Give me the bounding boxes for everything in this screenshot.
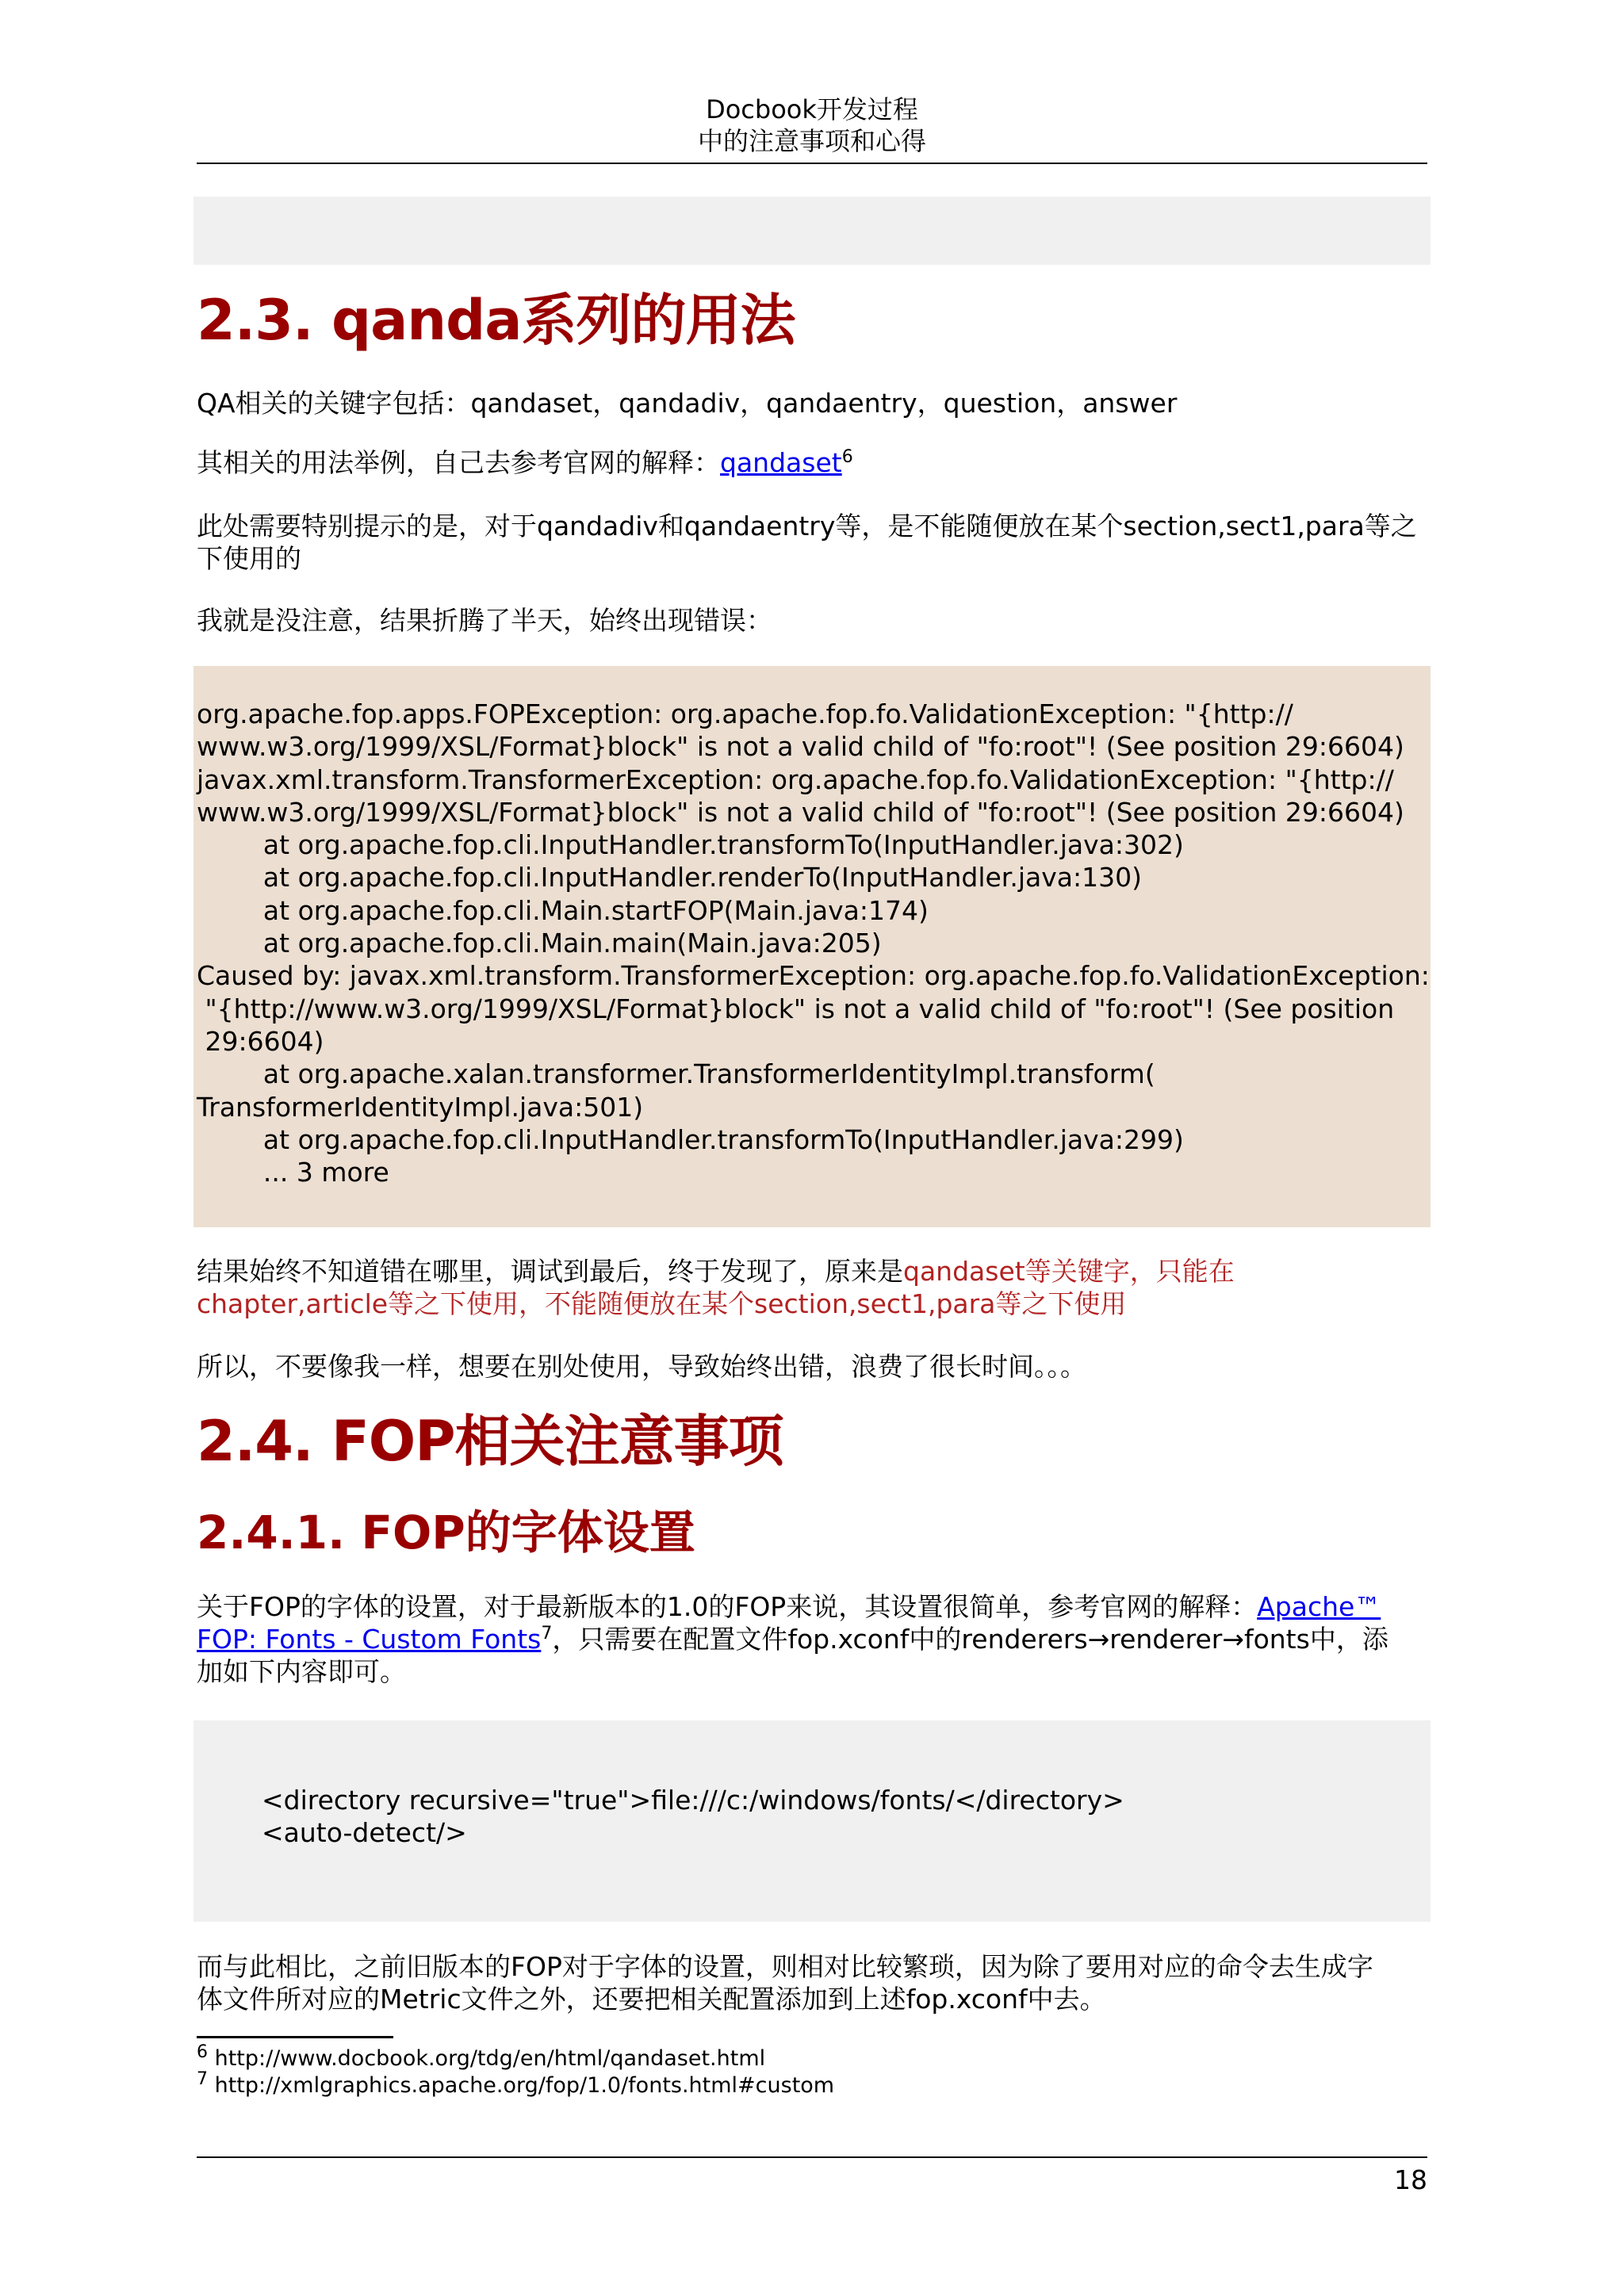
error-line: at org.apache.xalan.transformer.TransformerIdentityImpl.transform( — [197, 1058, 1155, 1090]
paragraph-usage-example — [197, 446, 1434, 479]
finding-text: 结果始终不知道错在哪里，调试到最后，终于发现了，原来是 — [197, 1256, 903, 1287]
config-code-lines — [262, 1784, 1431, 1849]
config-code-block — [193, 1720, 1431, 1922]
footnote-6-text: http://www.docbook.org/tdg/en/html/qandaset.html — [214, 2046, 766, 2071]
header-rule — [197, 163, 1427, 164]
finding-highlight-1: qandaset等关键字，只能在 — [903, 1256, 1235, 1287]
font-setting-text-a: 关于FOP的字体的设置，对于最新版本的1.0的FOP来说，其设置很简单，参考官网的解释： — [197, 1591, 1258, 1622]
error-line: javax.xml.transform.TransformerException: org.apache.fop.fo.ValidationException: "{http:// — [197, 763, 1394, 795]
error-line: TransformerIdentityImpl.java:501) — [197, 1091, 644, 1123]
font-setting-text-c: 加如下内容即可。 — [197, 1656, 406, 1687]
error-code-block — [193, 666, 1431, 1227]
apache-fop-link-part2[interactable]: FOP: Fonts - Custom Fonts — [197, 1624, 542, 1655]
error-line: at org.apache.fop.cli.InputHandler.transformTo(InputHandler.java:302) — [197, 829, 1184, 861]
paragraph-old-version — [197, 1950, 1434, 2015]
paragraph-note: 此处需要特别提示的是，对于qandadiv和qandaentry等，是不能随便放在某个section,sect1,para等之下使用的 — [197, 511, 1417, 574]
error-line: "{http://www.w3.org/1999/XSL/Format}block" is not a valid child of "fo:root"! (See position — [197, 993, 1395, 1024]
error-line: at org.apache.fop.cli.InputHandler.renderTo(InputHandler.java:130) — [197, 862, 1142, 894]
subsection-title-2-4-1: 2.4.1. FOP的字体设置 — [197, 1506, 695, 1559]
footnote-6-number: 6 — [197, 2042, 208, 2062]
footnote-ref-7[interactable]: 7 — [541, 1624, 553, 1644]
paragraph-finding — [197, 1255, 1434, 1320]
error-line: 29:6604) — [197, 1025, 324, 1057]
error-line: at org.apache.fop.cli.Main.startFOP(Main.java:174) — [197, 894, 929, 926]
footnote-rule — [197, 2036, 393, 2038]
footnote-7 — [197, 2069, 835, 2099]
footer-rule — [197, 2156, 1427, 2158]
running-header-line1: Docbook开发过程 — [706, 94, 918, 124]
qandaset-link[interactable]: qandaset — [720, 447, 842, 478]
footnote-7-number: 7 — [197, 2069, 208, 2089]
paragraph-error-intro: 我就是没注意，结果折腾了半天，始终出现错误： — [197, 605, 772, 636]
old-version-line1: 而与此相比，之前旧版本的FOP对于字体的设置，则相对比较繁琐，因为除了要用对应的命令去生成字 — [197, 1951, 1373, 1982]
code-block-continued — [193, 197, 1431, 265]
paragraph-qa-keywords: QA相关的关键字包括：qandaset，qandadiv，qandaentry，question，answer — [197, 388, 1178, 419]
footnote-ref-6[interactable]: 6 — [841, 447, 853, 467]
footnote-7-text: http://xmlgraphics.apache.org/fop/1.0/fonts.html#custom — [214, 2073, 835, 2098]
section-title-2-4: 2.4. FOP相关注意事项 — [197, 1409, 783, 1474]
section-title-2-3: 2.3. qanda系列的用法 — [197, 288, 795, 353]
usage-example-text: 其相关的用法举例，自己去参考官网的解释： — [197, 447, 720, 478]
error-line: Caused by: javax.xml.transform.TransformerException: org.apache.fop.fo.ValidationException: — [197, 960, 1430, 992]
error-line: www.w3.org/1999/XSL/Format}block" is not a valid child of "fo:root"! (See position 29:6604) — [197, 731, 1404, 763]
finding-highlight-2: chapter,article等之下使用，不能随便放在某个section,sect1,para等之下使用 — [197, 1288, 1127, 1319]
error-line: org.apache.fop.apps.FOPException: org.apache.fop.fo.ValidationException: "{http:// — [197, 698, 1293, 729]
paragraph-font-setting — [197, 1590, 1434, 1688]
config-code-line: <auto-detect/> — [262, 1817, 467, 1848]
running-header-line2: 中的注意事项和心得 — [697, 126, 926, 156]
error-lines — [197, 698, 1430, 1188]
error-line: at org.apache.fop.cli.InputHandler.transformTo(InputHandler.java:299) — [197, 1123, 1184, 1155]
apache-fop-link-part1[interactable]: Apache™ — [1257, 1591, 1381, 1622]
config-code-line: <directory recursive="true">file:///c:/windows/fonts/</directory> — [262, 1785, 1124, 1816]
page-number: 18 — [1394, 2164, 1427, 2195]
old-version-line2: 体文件所对应的Metric文件之外，还要把相关配置添加到上述fop.xconf中去。 — [197, 1984, 1106, 2015]
error-line: www.w3.org/1999/XSL/Format}block" is not a valid child of "fo:root"! (See position 29:6604) — [197, 796, 1404, 828]
font-setting-text-b: ，只需要在配置文件fop.xconf中的renderers→renderer→fonts中，添 — [552, 1624, 1388, 1655]
paragraph-advice: 所以，不要像我一样，想要在别处使用，导致始终出错，浪费了很长时间。。。 — [197, 1351, 1086, 1382]
error-line: ... 3 more — [197, 1157, 389, 1188]
error-line: at org.apache.fop.cli.Main.main(Main.java:205) — [197, 928, 882, 959]
footnote-6 — [197, 2042, 766, 2072]
running-header — [197, 94, 1427, 157]
